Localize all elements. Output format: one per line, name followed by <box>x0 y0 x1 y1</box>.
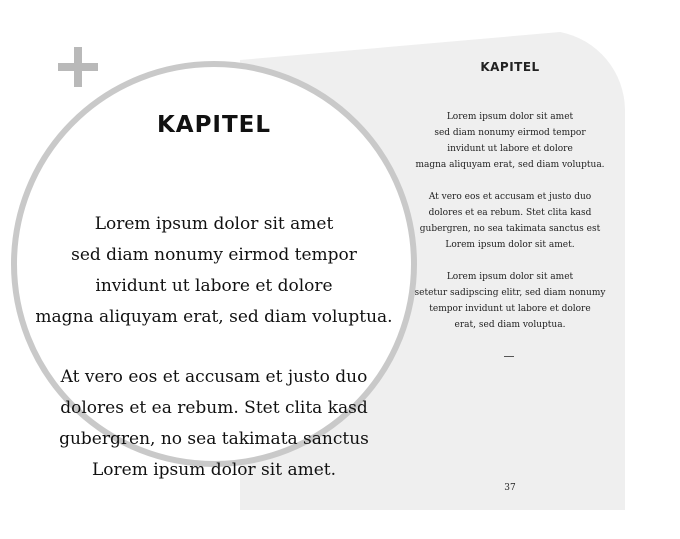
page-paragraph <box>400 109 620 173</box>
magnified-paragraph <box>0 362 431 486</box>
text-line: magna aliquyam erat, sed diam voluptua. <box>35 307 393 327</box>
text-line: invidunt ut labore et dolore <box>447 144 573 154</box>
text-line: dolores et ea rebum. Stet clita kasd <box>60 398 368 418</box>
text-line: Lorem ipsum dolor sit amet. <box>445 240 575 250</box>
book-page <box>400 30 620 510</box>
magnifier-lens <box>11 61 417 480</box>
text-line: Lorem ipsum dolor sit amet <box>446 272 574 282</box>
text-line: gubergren, no sea takimata sanctus <box>59 429 369 449</box>
text-line: setetur sadipscing elitr, sed diam nonumy <box>414 288 606 298</box>
text-line: sed diam nonumy eirmod tempor <box>71 245 357 265</box>
page-number: 37 <box>504 483 516 493</box>
text-line: sed diam nonumy eirmod tempor <box>434 128 586 138</box>
text-line: tempor invidunt ut labore et dolore <box>429 304 591 314</box>
text-line: Lorem ipsum dolor sit amet <box>446 112 574 122</box>
magnified-paragraph <box>0 209 431 333</box>
section-separator <box>504 356 514 357</box>
text-line: At vero eos et accusam et justo duo <box>428 192 592 202</box>
plus-icon[interactable] <box>58 47 98 87</box>
text-line: Lorem ipsum dolor sit amet. <box>91 460 337 480</box>
text-line: At vero eos et accusam et justo duo <box>60 367 368 387</box>
page-paragraph <box>400 189 620 253</box>
text-line: invidunt ut labore et dolore <box>95 276 333 296</box>
text-line: dolores et ea rebum. Stet clita kasd <box>428 208 592 218</box>
page-paragraph <box>400 269 620 333</box>
text-line: Lorem ipsum dolor sit amet <box>94 214 334 234</box>
magnified-heading: KAPITEL <box>156 112 272 138</box>
text-line: gubergren, no sea takimata sanctus est <box>419 224 601 234</box>
page-heading: KAPITEL <box>480 60 540 74</box>
text-line: magna aliquyam erat, sed diam voluptua. <box>415 160 605 170</box>
text-line: erat, sed diam voluptua. <box>454 320 566 330</box>
